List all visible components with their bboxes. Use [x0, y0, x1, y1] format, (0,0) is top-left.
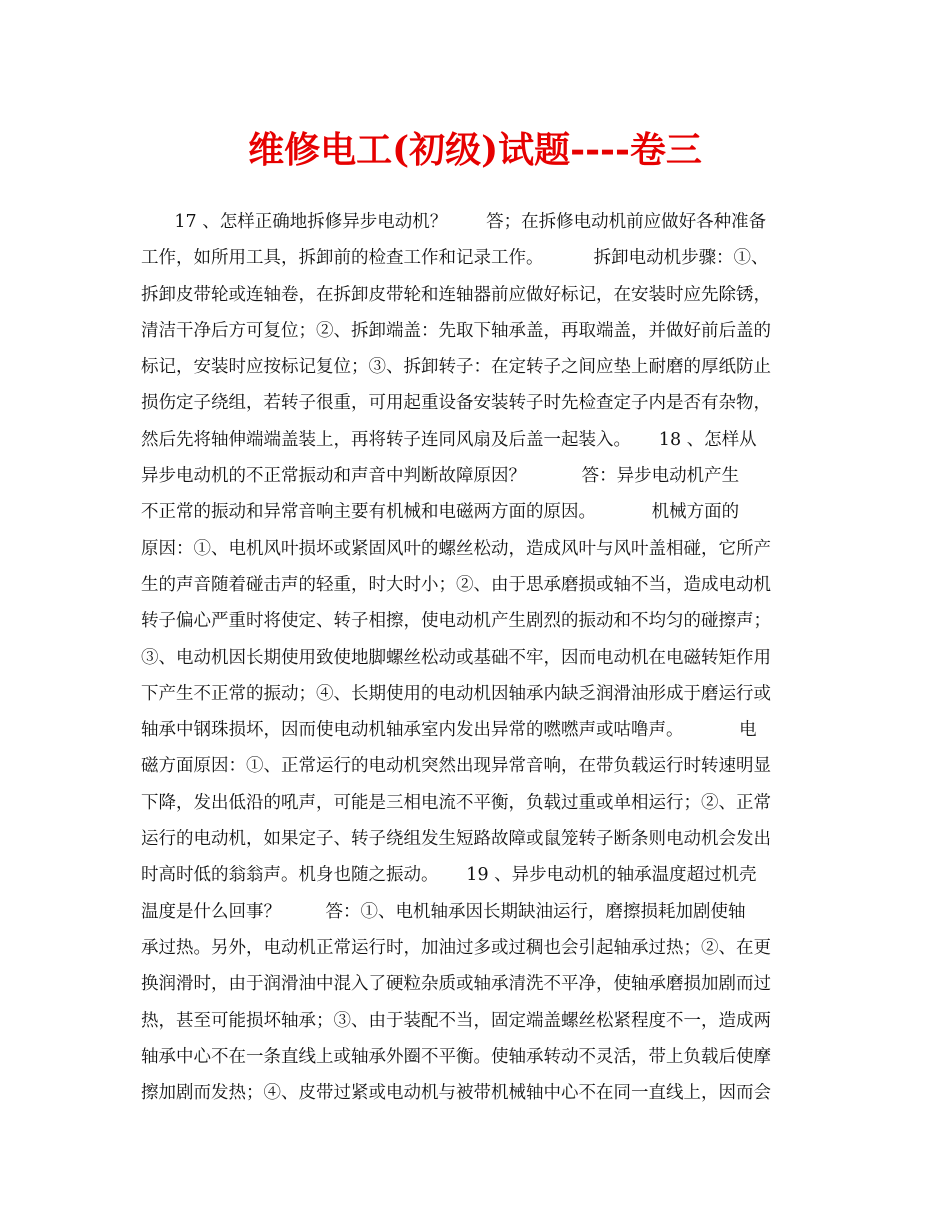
body-line: 轴承中心不在一条直线上或轴承外圈不平衡。使轴承转动不灵活，带上负载后使摩 — [141, 1046, 771, 1067]
body-line: 标记，安装时应按标记复位；③、拆卸转子：在定转子之间应垫上耐磨的厚纸防止 — [141, 357, 771, 378]
body-line: 运行的电动机，如果定子、转子绕组发生短路故障或鼠笼转子断条则电动机会发出 — [141, 829, 771, 850]
body-line: 损伤定子绕组，若转子很重，可用起重设备安装转子时先检查定子内是否有杂物， — [141, 393, 771, 414]
body-line: 换润滑时，由于润滑油中混入了硬粒杂质或轴承清洗不平净，使轴承磨损加剧而过 — [141, 974, 771, 995]
body-line: 热，甚至可能损坏轴承；③、由于装配不当，固定端盖螺丝松紧程度不一，造成两 — [141, 1010, 771, 1031]
body-line: 不正常的振动和异常音响主要有机械和电磁两方面的原因。 机械方面的 — [141, 502, 740, 523]
body-line: 轴承中钢珠损坏，因而使电动机轴承室内发出异常的嘫嘫声或咕噜声。 电 — [141, 720, 757, 741]
body-line: 然后先将轴伸端端盖装上，再将转子连同风扇及后盖一起装入。 18 、怎样从 — [141, 429, 757, 450]
body-line: 磁方面原因：①、正常运行的电动机突然出现异常音响，在带负载运行时转速明显 — [141, 756, 771, 777]
body-line: 原因：①、电机风叶损坏或紧固风叶的螺丝松动，造成风叶与风叶盖相碰，它所产 — [141, 538, 771, 559]
body-line: 17 、怎样正确地拆修异步电动机？ 答；在拆修电动机前应做好各种准备 — [141, 212, 767, 232]
body-line: ③、电动机因长期使用致使地脚螺丝松动或基础不牢，因而电动机在电磁转矩作用 — [141, 647, 771, 668]
body-line: 异步电动机的不正常振动和声音中判断故障原因？ 答：异步电动机产生 — [141, 466, 740, 487]
document-title: 维修电工(初级)试题----卷三 — [248, 129, 702, 171]
body-line: 下产生不正常的振动；④、长期使用的电动机因轴承内缺乏润滑油形成于磨运行或 — [141, 683, 771, 704]
body-line: 清洁干净后方可复位；②、拆卸端盖：先取下轴承盖，再取端盖，并做好前后盖的 — [141, 320, 771, 341]
body-line: 拆卸皮带轮或连轴卷，在拆卸皮带轮和连轴器前应做好标记，在安装时应先除锈， — [141, 284, 771, 305]
body-line: 时高时低的翁翁声。机身也随之振动。 19 、异步电动机的轴承温度超过机壳 — [141, 865, 757, 886]
body-line: 生的声音随着碰击声的轻重，时大时小；②、由于思承磨损或轴不当，造成电动机 — [141, 574, 771, 595]
body-line: 工作，如所用工具，拆卸前的检查工作和记录工作。 拆卸电动机步骤：①、 — [141, 248, 769, 269]
body-line: 承过热。另外，电动机正常运行时，加油过多或过稠也会引起轴承过热；②、在更 — [141, 937, 771, 958]
body-line: 擦加剧而发热；④、皮带过紧或电动机与被带机械轴中心不在同一直线上，因而会 — [141, 1083, 771, 1104]
body-line: 温度是什么回事？ 答：①、电机轴承因长期缺油运行，磨擦损耗加剧使轴 — [141, 901, 746, 922]
body-line: 下降，发出低沿的吼声，可能是三相电流不平衡，负载过重或单相运行；②、正常 — [141, 792, 771, 813]
document-body — [141, 204, 813, 1111]
body-line: 转子偏心严重时将使定、转子相擦，使电动机产生剧烈的振动和不均匀的碰擦声； — [141, 611, 771, 632]
